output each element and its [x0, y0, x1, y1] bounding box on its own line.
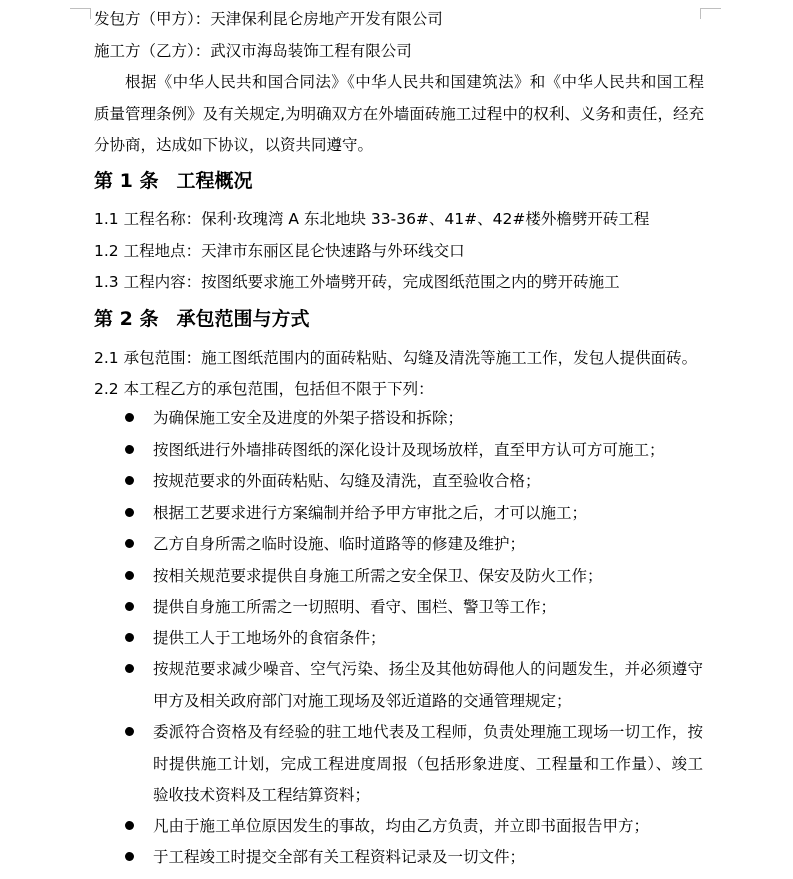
section-1-item-1: 1.1 工程名称：保利·玫瑰湾 A 东北地块 33-36#、41#、42#楼外檐劈开砖工程 [94, 210, 650, 228]
party-b-line: 施工方（乙方）：武汉市海岛装饰工程有限公司 [94, 42, 412, 60]
section-1-prefix: 第 [94, 170, 114, 192]
bullet-dot-icon [125, 821, 134, 830]
list-item [153, 529, 703, 561]
party-a-line: 发包方（甲方）：天津保利昆仑房地产开发有限公司 [94, 10, 443, 28]
bullet-dot-icon [125, 602, 134, 611]
list-item [153, 498, 703, 530]
list-item-text: 根据工艺要求进行方案编制并给予甲方审批之后，才可以施工； [153, 504, 588, 522]
section-1-number: 1 [119, 170, 133, 192]
list-item [153, 717, 703, 812]
bullet-dot-icon [125, 508, 134, 517]
list-item [153, 654, 703, 717]
list-item-text: 提供工人于工地场外的食宿条件； [153, 629, 386, 647]
list-item-text: 乙方自身所需之临时设施、临时道路等的修建及维护； [153, 535, 526, 553]
bullet-dot-icon [125, 727, 134, 736]
list-item-text: 按规范要求的外面砖粘贴、勾缝及清洗，直至验收合格； [153, 472, 541, 490]
list-item [153, 811, 703, 843]
section-2-title: 承包范围与方式 [176, 308, 310, 330]
section-2-number: 2 [119, 308, 133, 330]
list-item-text: 于工程竣工时提交全部有关工程资料记录及一切文件； [153, 848, 526, 866]
section-1-item-3: 1.3 工程内容：按图纸要求施工外墙劈开砖，完成图纸范围之内的劈开砖施工 [94, 273, 620, 291]
list-item-text: 委派符合资格及有经验的驻工地代表及工程师，负责处理施工现场一切工作，按时提供施工计划，完成工程进度周报（包括形象进度、工程量和工作量）、竣工验收技术资料及工程结算资料； [153, 723, 703, 804]
list-item [153, 623, 703, 655]
bullet-dot-icon [125, 664, 134, 673]
list-item [153, 435, 703, 467]
list-item [153, 842, 703, 874]
list-item-text: 凡由于施工单位原因发生的事故，均由乙方负责，并立即书面报告甲方； [153, 817, 650, 835]
bullet-dot-icon [125, 539, 134, 548]
bullet-dot-icon [125, 633, 134, 642]
list-item-text: 按规范要求减少噪音、空气污染、扬尘及其他妨碍他人的问题发生，并必须遵守甲方及相关政府部门对施工现场及邻近道路的交通管理规定； [153, 660, 703, 710]
list-item [153, 561, 703, 593]
bullet-dot-icon [125, 413, 134, 422]
list-item [153, 466, 703, 498]
section-2-suffix: 条 [139, 308, 159, 330]
section-1-title: 工程概况 [176, 170, 253, 192]
bullet-dot-icon [125, 571, 134, 580]
bullet-dot-icon [125, 476, 134, 485]
list-item-text: 提供自身施工所需之一切照明、看守、围栏、警卫等工作； [153, 598, 557, 616]
list-item [153, 592, 703, 624]
bullet-dot-icon [125, 852, 134, 861]
section-1-suffix: 条 [139, 170, 159, 192]
section-2-prefix: 第 [94, 308, 114, 330]
section-1-item-2: 1.2 工程地点：天津市东丽区昆仑快速路与外环线交口 [94, 242, 465, 260]
list-item-text: 为确保施工安全及进度的外架子搭设和拆除； [153, 409, 464, 427]
list-item-text: 按相关规范要求提供自身施工所需之安全保卫、保安及防火工作； [153, 567, 603, 585]
list-item [153, 403, 703, 435]
bullet-dot-icon [125, 445, 134, 454]
section-2-item-1: 2.1 承包范围：施工图纸范围内的面砖粘贴、勾缝及清洗等施工工作，发包人提供面砖。 [94, 349, 698, 367]
list-item-text: 按图纸进行外墙排砖图纸的深化设计及现场放样，直至甲方认可方可施工； [153, 441, 665, 459]
section-2-item-2: 2.2 本工程乙方的承包范围，包括但不限于下列： [94, 380, 434, 398]
intro-paragraph: 根据《中华人民共和国合同法》《中华人民共和国建筑法》和《中华人民共和国工程质量管理条例》及有关规定,为明确双方在外墙面砖施工过程中的权利、义务和责任，经充分协商，达成如下协议，以资共同遵守。 [94, 73, 704, 154]
